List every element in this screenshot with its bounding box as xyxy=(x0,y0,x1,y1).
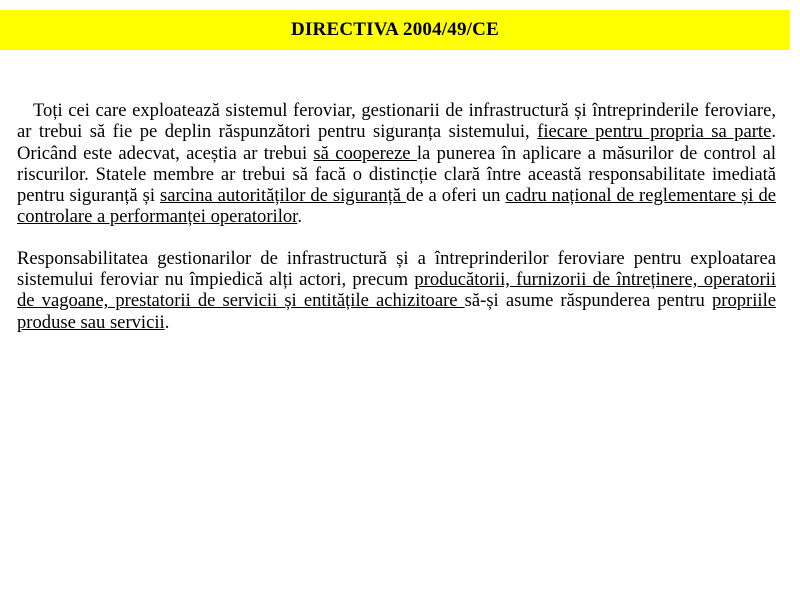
p2-underline-actors: producătorii, furnizorii de întreținere, operatorii de vagoane, prestatorii de servicii și entitățile achizitoare xyxy=(17,269,776,312)
p1-text-1: Toți cei care exploatează sistemul feroviar, gestionarii de infrastructură și întreprinderile feroviare, ar trebui să fie pe deplin răspunzători pentru siguranța sistemului, xyxy=(17,100,776,143)
title-bar xyxy=(0,10,790,50)
p1-underline-authority-task: sarcina autorităților de siguranță xyxy=(159,185,407,207)
p1-text-5: . xyxy=(297,206,302,228)
paragraph-safety-responsibility xyxy=(17,100,776,228)
p2-text-2: să-și asume răspunderea pentru xyxy=(464,290,712,312)
p1-text-2: . Oricând este adecvat, aceștia ar trebui xyxy=(17,121,776,164)
p1-underline-own-part: fiecare pentru propria sa parte xyxy=(537,121,772,143)
p1-text-3: la punerea în aplicare a măsurilor de control al riscurilor. Statele membre ar trebui să facă o distincție clară între această responsabilitate imediată pentru siguranță și xyxy=(17,142,776,207)
p1-text-4: de a oferi un xyxy=(406,185,506,207)
p2-underline-own-products: propriile produse sau servicii xyxy=(17,290,776,333)
p1-underline-cooperate: să coopereze xyxy=(313,142,417,164)
p2-text-3: . xyxy=(164,311,170,333)
p1-underline-national-framework: cadru național de reglementare și de controlare a performanței operatorilor xyxy=(17,185,776,228)
page-title: DIRECTIVA 2004/49/CE xyxy=(291,19,499,40)
p2-text-1: Responsabilitatea gestionarilor de infrastructură și a întreprinderilor feroviare pentru exploatarea sistemului feroviar nu împiedică alți actori, precum xyxy=(17,247,776,291)
document-body xyxy=(17,100,776,333)
paragraph-other-actors xyxy=(17,248,776,333)
